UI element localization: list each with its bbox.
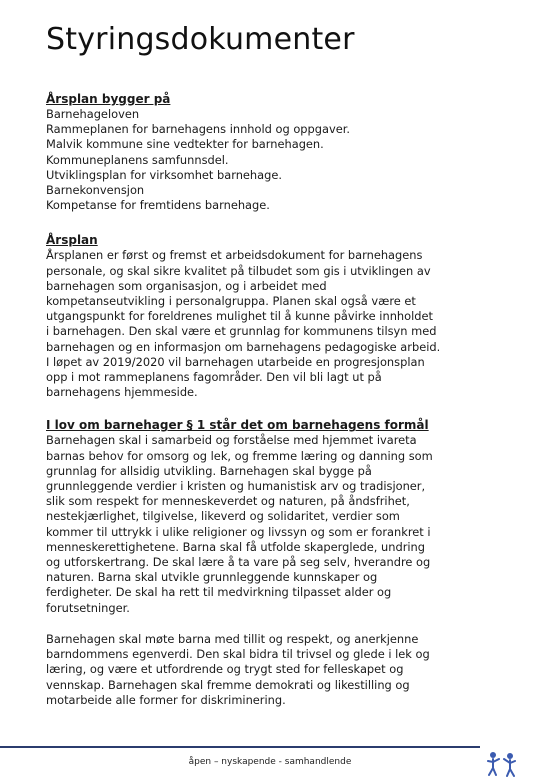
footer-slogan: åpen – nyskapende - samhandlende <box>188 757 352 767</box>
section-arsplan <box>46 233 514 400</box>
paragraph <box>46 248 514 400</box>
paragraph-line: forutsetninger. <box>46 600 130 615</box>
document-body <box>46 92 514 708</box>
paragraph-line: naturen. Barna skal utvikle grunnleggende kunnskaper og <box>46 570 378 585</box>
paragraph-line: barnehagens hjemmeside. <box>46 385 198 400</box>
paragraph-line: I løpet av 2019/2020 vil barnehagen utarbeide en progresjonsplan <box>46 354 425 369</box>
paragraph-line: vennskap. Barnehagen skal fremme demokrati og likestilling og <box>46 677 410 692</box>
paragraph-line: i barnehagen. Den skal være et grunnlag for kommunens tilsyn med <box>46 324 437 339</box>
paragraph-line: utgangspunkt for foreldrenes mulighet til å kunne påvirke innholdet <box>46 309 433 324</box>
footer-divider <box>0 746 480 748</box>
paragraph-line: barnehagen som organisasjon, og i arbeidet med <box>46 278 327 293</box>
paragraph-line: og utforskertrang. De skal lære å ta vare på seg selv, hverandre og <box>46 555 431 570</box>
paragraph-line: menneskerettighetene. Barna skal få utfolde skaperglede, undring <box>46 539 425 554</box>
paragraph-line: læring, og være et utfordrende og trygt sted for felleskapet og <box>46 662 404 677</box>
section-barnehagens-formal <box>46 418 514 707</box>
list-item: Barnehageloven <box>46 107 140 121</box>
paragraph-line: grunnlag for allsidig utvikling. Barnehagen skal bygge på <box>46 463 372 478</box>
list-item: Barnekonvensjon <box>46 183 145 198</box>
section-heading: Årsplan bygger på <box>46 92 171 106</box>
paragraph-line: Årsplanen er først og fremst et arbeidsdokument for barnehagens <box>46 248 423 263</box>
list-item: Kompetanse for fremtidens barnehage. <box>46 198 270 213</box>
list-item: Kommuneplanens samfunnsdel. <box>46 152 229 167</box>
list-item: Malvik kommune sine vedtekter for barnehagen. <box>46 137 324 152</box>
paragraph <box>46 632 514 708</box>
page-title: Styringsdokumenter <box>46 22 355 57</box>
paragraph-line: opp i mot rammeplanens fagområder. Den vil bli lagt ut på <box>46 370 382 385</box>
paragraph-line: Barnehagen skal i samarbeid og forståelse med hjemmet ivareta <box>46 433 417 448</box>
list-item: Rammeplanen for barnehagens innhold og oppgaver. <box>46 122 350 137</box>
paragraph-line: motarbeide alle former for diskriminering. <box>46 692 286 707</box>
paragraph-line: barnehagen og en informasjon om barnehagens pedagogiske arbeid. <box>46 339 441 354</box>
paragraph-line: slik som respekt for menneskeverdet og naturen, på åndsfrihet, <box>46 494 410 509</box>
section-arsplan-bygger-pa <box>46 92 514 213</box>
people-logo-icon <box>484 748 520 778</box>
paragraph-line: kommer til uttrykk i ulike religioner og livssyn og som er forankret i <box>46 524 431 539</box>
paragraph-line: personale, og skal sikre kvalitet på tilbudet som gis i utviklingen av <box>46 263 431 278</box>
paragraph-line: barnas behov for omsorg og lek, og fremme læring og danning som <box>46 448 433 463</box>
paragraph-line: kompetanseutvikling i personalgruppa. Planen skal også være et <box>46 294 416 309</box>
list-item: Utviklingsplan for virksomhet barnehage. <box>46 167 282 182</box>
paragraph-line: grunnleggende verdier i kristen og humanistisk arv og tradisjoner, <box>46 479 426 494</box>
paragraph-line: Barnehagen skal møte barna med tillit og respekt, og anerkjenne <box>46 631 419 646</box>
paragraph-line: barndommens egenverdi. Den skal bidra til trivsel og glede i lek og <box>46 647 430 662</box>
paragraph <box>46 433 514 615</box>
paragraph-line: nestekjærlighet, tilgivelse, likeverd og solidaritet, verdier som <box>46 509 400 524</box>
section-heading: Årsplan <box>46 233 98 248</box>
paragraph-line: ferdigheter. De skal ha rett til medvirkning tilpasset alder og <box>46 585 392 600</box>
governing-documents-list <box>46 107 514 213</box>
section-heading: I lov om barnehager § 1 står det om barnehagens formål <box>46 418 429 433</box>
